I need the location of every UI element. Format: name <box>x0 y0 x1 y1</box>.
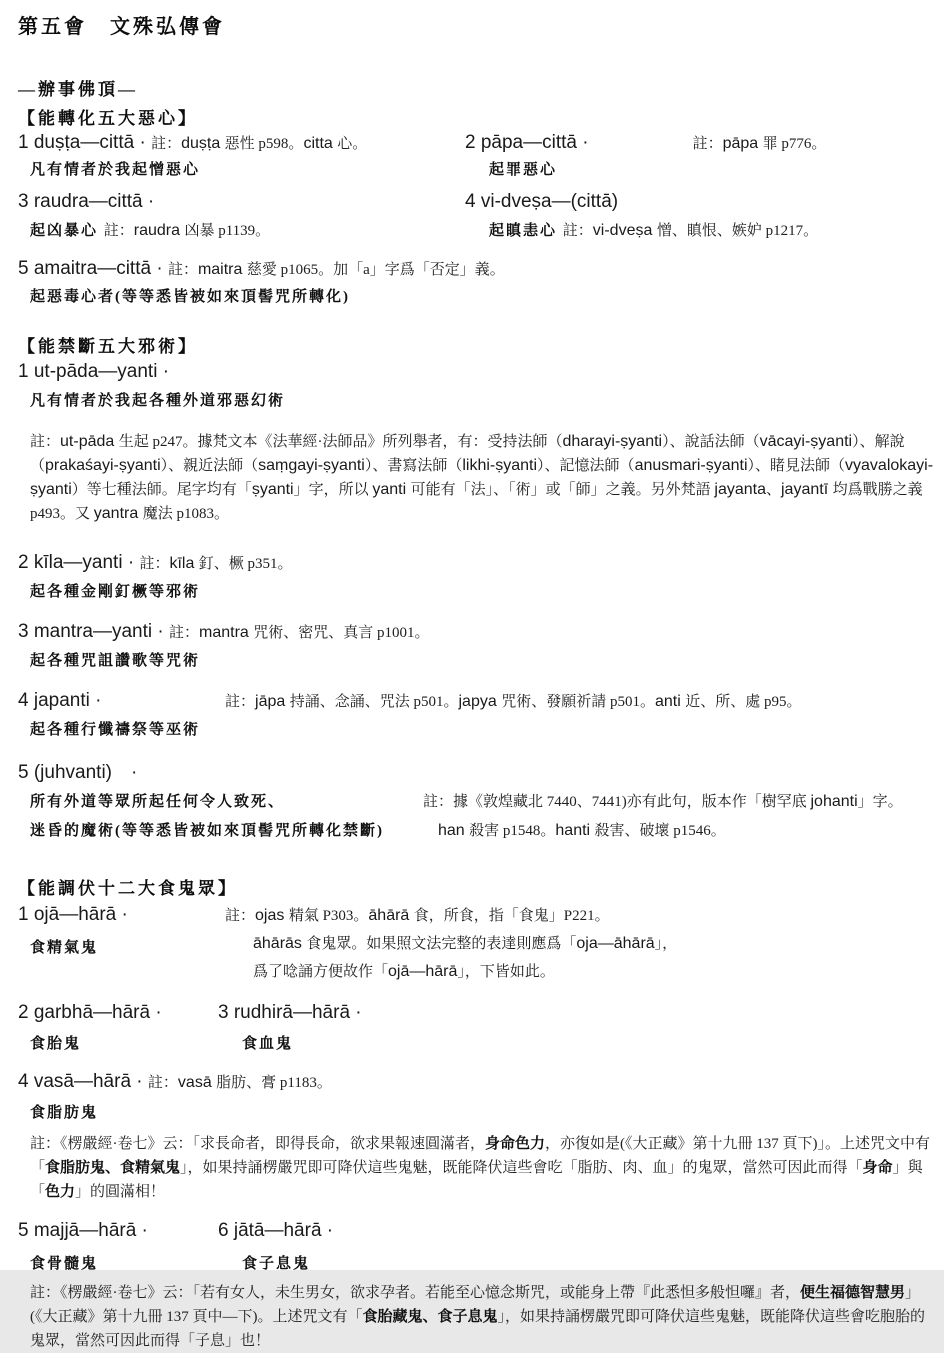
gloss-amaitra: 起惡毒心者(等等悉皆被如來頂髻咒所轉化) <box>30 289 350 305</box>
entry-4-vidvesa-citta: 4 vi-dveṣa—(cittā) <box>465 191 619 212</box>
gloss-vasa: 食脂肪鬼 <box>30 1105 99 1121</box>
entry-4-vasa-hara: 4 vasā—hārā · 註：vasā 脂肪、膏 p1183。 <box>18 1071 332 1092</box>
entry-2-papa-citta: 2 pāpa—cittā · <box>465 132 589 153</box>
gloss-oja: 食精氣鬼 <box>30 940 99 956</box>
section-1-heading: 【能轉化五大惡心】 <box>18 109 198 128</box>
note-juhvanti-line1: 註：據《敦煌藏北 7440、7441)亦有此句，版本作「樹罕底 johanti」字。 <box>423 793 903 810</box>
entry-5-amaitra-citta: 5 amaitra—cittā · 註：maitra 慈愛 p1065。加「a」字爲「否定」義。 <box>18 258 505 279</box>
gloss-papa: 起罪惡心 <box>489 162 558 178</box>
gloss-juhvanti-line2: 迷昏的魔術(等等悉皆被如來頂髻咒所轉化禁斷) <box>30 823 384 839</box>
entry-5-majja-hara: 5 majjā—hārā · <box>18 1220 148 1241</box>
section-3-heading: 【能調伏十二大食鬼眾】 <box>18 879 238 898</box>
entry-3-raudra-citta: 3 raudra—cittā · <box>18 191 155 212</box>
note-jata-paragraph: 註：《楞嚴經·卷七》云：「若有女人，未生男女，欲求孕者。若能至心憶念斯咒，或能身上帶『此悉怛多般怛囉』者，便生福德智慧男」(《大正藏》第十九冊 137 頁中—下)。上述咒文有「食胎藏鬼、食子息鬼」，如果持誦楞嚴咒即可降伏這些鬼魅，既能降伏這些會吃胞胎的鬼眾，當然可因此而得「子息」也！ <box>30 1285 926 1349</box>
gloss-mantra: 起各種咒詛讚歌等咒術 <box>30 653 201 669</box>
gloss-raudra: 起凶暴心 註：raudra 凶暴 p1139。 <box>30 222 271 239</box>
gloss-dusta: 凡有情者於我起憎惡心 <box>30 162 201 178</box>
note-papa: 註：pāpa 罪 p776。 <box>692 135 827 152</box>
entry-4-japanti: 4 japanti · <box>18 690 102 711</box>
section-subtitle: ―辦事佛頂― <box>18 80 138 99</box>
note-utpada-paragraph: 註：ut-pāda 生起 p247。據梵文本《法華經·法師品》所列舉者，有：受持法師（dharayi-ṣyanti）、說話法師（vācayi-ṣyanti）、解說（prakaśayi-ṣyanti）、親近法師（saṃgayi-ṣyanti）、書寫法師（likhi-ṣyanti）、記憶法師（anusmari-ṣyanti）、睹見法師（vyavalokayi-ṣyanti）等七種法師。尾字均有「ṣyanti」字，所以 yanti 可能有「法」、「術」或「師」之義。另外梵語 jayanta、jayantī 均爲戰勝之義 p493。又 yantra 魔法 p1083。 <box>30 433 934 522</box>
note-oja-line3: 爲了唸誦方便故作「ojā—hārā」，下皆如此。 <box>253 963 555 980</box>
gloss-juhvanti-line1: 所有外道等眾所起任何令人致死、 <box>30 794 286 810</box>
entry-3-rudhira-hara: 3 rudhirā—hārā · <box>218 1002 362 1023</box>
gloss-garbha: 食胎鬼 <box>30 1036 82 1052</box>
section-2-heading: 【能禁斷五大邪術】 <box>18 337 198 356</box>
entry-1-utpada-yanti: 1 ut-pāda—yanti · <box>18 361 170 382</box>
note-juhvanti-line2: han 殺害 p1548。hanti 殺害、破壞 p1546。 <box>438 822 726 839</box>
entry-2-kila-yanti: 2 kīla—yanti · 註：kīla 釘、橛 p351。 <box>18 552 293 573</box>
entry-2-garbha-hara: 2 garbhā—hārā · <box>18 1002 162 1023</box>
entry-3-mantra-yanti: 3 mantra—yanti · 註：mantra 咒術、密咒、真言 p1001。 <box>18 621 430 642</box>
note-oja-line1: 註：ojas 精氣 P303。āhārā 食，所食，指「食鬼」P221。 <box>225 907 610 924</box>
note-oja-line2: āhārās 食鬼眾。如果照文法完整的表達則應爲「oja—āhārā」， <box>253 935 678 952</box>
gloss-japanti: 起各種行懺禱祭等巫術 <box>30 722 201 738</box>
page-title: 第五會 文殊弘傳會 <box>18 16 225 38</box>
gloss-utpada: 凡有情者於我起各種外道邪惡幻術 <box>30 393 286 409</box>
note-japanti: 註：jāpa 持誦、念誦、咒法 p501。japya 咒術、發願祈請 p501。anti 近、所、處 p95。 <box>225 693 802 710</box>
gloss-kila: 起各種金剛釘橛等邪術 <box>30 584 201 600</box>
note-vasa-paragraph: 註：《楞嚴經·卷七》云：「求長命者，即得長命，欲求果報速圓滿者，身命色力，亦復如是(《大正藏》第十九冊 137 頁下)」。上述咒文中有「食脂肪鬼、食精氣鬼」，如果持誦楞嚴咒即可降伏這些鬼魅，既能降伏這些會吃「脂肪、肉、血」的鬼眾，當然可因此而得「身命」與「色力」的圓滿相！ <box>30 1136 931 1200</box>
entry-5-juhvanti: 5 (juhvanti) · <box>18 762 138 783</box>
gloss-majja: 食骨髓鬼 <box>30 1256 99 1272</box>
gloss-rudhira: 食血鬼 <box>242 1036 294 1052</box>
entry-1-dusta-citta: 1 duṣṭa—cittā · 註：duṣṭa 惡性 p598。citta 心。 <box>18 132 368 153</box>
entry-6-jata-hara: 6 jātā—hārā · <box>218 1220 334 1241</box>
gloss-vidvesa: 起瞋恚心 註：vi-dveṣa 憎、瞋恨、嫉妒 p1217。 <box>489 222 819 239</box>
gloss-jata: 食子息鬼 <box>242 1256 311 1272</box>
entry-1-oja-hara: 1 ojā—hārā · <box>18 904 128 925</box>
